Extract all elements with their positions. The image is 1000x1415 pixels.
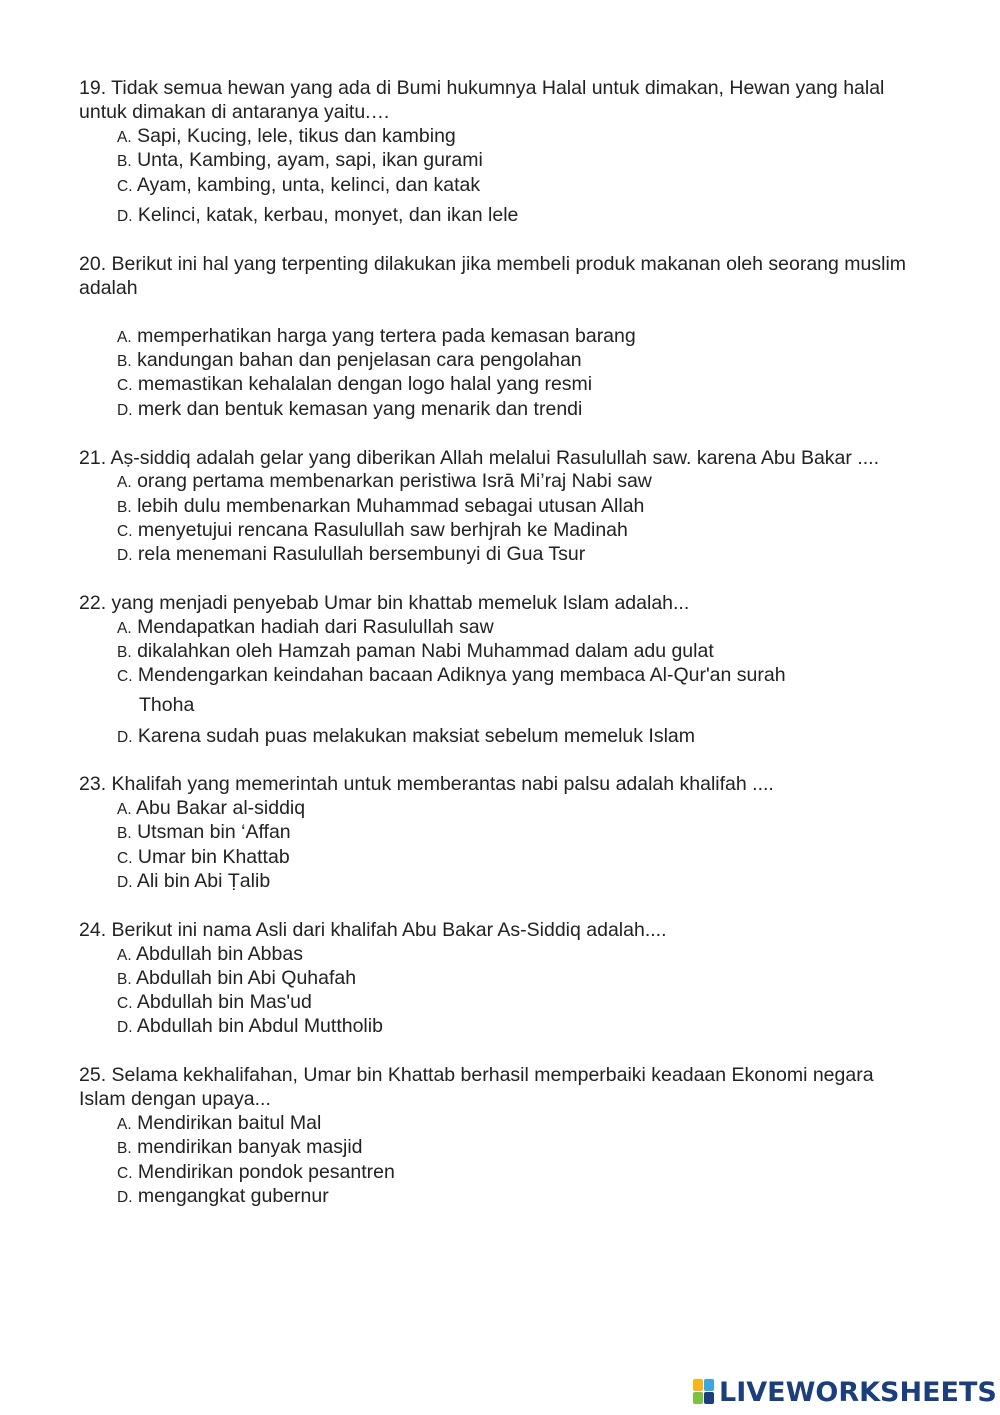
option-20-d[interactable] bbox=[117, 397, 877, 423]
option-23-b[interactable] bbox=[117, 820, 877, 846]
option-text: Abdullah bin Abbas bbox=[136, 943, 303, 965]
option-text: Mendirikan baitul Mal bbox=[137, 1112, 322, 1134]
option-22-c-continuation: Thoha bbox=[139, 694, 195, 716]
option-letter: D. bbox=[117, 1019, 133, 1036]
question-24: 24. Berikut ini nama Asli dari khalifah Abu Bakar As-Siddiq adalah.... bbox=[79, 919, 667, 941]
option-letter: C. bbox=[117, 850, 133, 867]
option-letter: A. bbox=[117, 474, 132, 491]
option-19-a[interactable] bbox=[117, 124, 877, 150]
option-letter: B. bbox=[117, 353, 132, 370]
option-text: lebih dulu membenarkan Muhammad sebagai utusan Allah bbox=[137, 495, 645, 517]
option-22-b[interactable] bbox=[117, 639, 877, 665]
option-21-b[interactable] bbox=[117, 494, 877, 520]
option-text: Abu Bakar al-siddiq bbox=[136, 797, 306, 819]
option-text: Sapi, Kucing, lele, tikus dan kambing bbox=[137, 125, 456, 147]
option-letter: D. bbox=[117, 208, 133, 225]
option-text: kandungan bahan dan penjelasan cara pengolahan bbox=[137, 349, 582, 371]
option-22-a[interactable] bbox=[117, 615, 877, 641]
option-letter: A. bbox=[117, 129, 132, 146]
option-24-b[interactable] bbox=[117, 966, 877, 992]
option-text: Utsman bin ‘Affan bbox=[137, 821, 291, 843]
option-text: Mendapatkan hadiah dari Rasulullah saw bbox=[137, 616, 494, 638]
option-letter: C. bbox=[117, 995, 133, 1012]
option-24-d[interactable] bbox=[117, 1014, 877, 1040]
option-24-a[interactable] bbox=[117, 942, 877, 968]
option-21-a[interactable] bbox=[117, 469, 877, 495]
option-letter: B. bbox=[117, 1140, 132, 1157]
option-21-d[interactable] bbox=[117, 542, 877, 568]
option-letter: C. bbox=[117, 377, 133, 394]
option-letter: A. bbox=[117, 947, 132, 964]
option-letter: B. bbox=[117, 153, 132, 170]
option-22-c[interactable] bbox=[117, 663, 877, 689]
option-letter: C. bbox=[117, 523, 133, 540]
question-21: 21. Aṣ-siddiq adalah gelar yang diberikan Allah melalui Rasulullah saw. karena Abu Bakar .... bbox=[79, 447, 879, 469]
option-letter: B. bbox=[117, 644, 132, 661]
option-19-b[interactable] bbox=[117, 148, 877, 174]
option-20-b[interactable] bbox=[117, 348, 877, 374]
option-letter: A. bbox=[117, 329, 132, 346]
option-20-c[interactable] bbox=[117, 372, 877, 398]
option-text: Ali bin Abi Ṭalib bbox=[136, 870, 271, 892]
option-19-c[interactable] bbox=[117, 173, 877, 199]
option-letter: A. bbox=[117, 620, 132, 637]
option-letter: A. bbox=[117, 801, 132, 818]
option-letter: C. bbox=[117, 1165, 133, 1182]
option-text: Abdullah bin Abi Quhafah bbox=[136, 967, 357, 989]
option-letter: D. bbox=[117, 874, 133, 891]
option-text: mengangkat gubernur bbox=[137, 1185, 329, 1207]
option-text: Kelinci, katak, kerbau, monyet, dan ikan lele bbox=[137, 204, 519, 226]
liveworksheets-logo-icon bbox=[693, 1379, 715, 1405]
option-22-d[interactable] bbox=[117, 724, 877, 750]
option-21-c[interactable] bbox=[117, 518, 877, 544]
option-letter: D. bbox=[117, 547, 133, 564]
option-25-c[interactable] bbox=[117, 1160, 877, 1186]
option-letter: D. bbox=[117, 402, 133, 419]
question-25: 25. Selama kekhalifahan, Umar bin Khattab berhasil memperbaiki keadaan Ekonomi negara Islam dengan upaya... bbox=[79, 1064, 874, 1110]
option-25-a[interactable] bbox=[117, 1111, 877, 1137]
option-23-a[interactable] bbox=[117, 796, 877, 822]
option-text: Mendirikan pondok pesantren bbox=[137, 1161, 395, 1183]
question-23: 23. Khalifah yang memerintah untuk memberantas nabi palsu adalah khalifah .... bbox=[79, 773, 774, 795]
option-25-b[interactable] bbox=[117, 1135, 877, 1161]
option-letter: B. bbox=[117, 971, 132, 988]
option-text: rela menemani Rasulullah bersembunyi di Gua Tsur bbox=[137, 543, 586, 565]
question-19: 19. Tidak semua hewan yang ada di Bumi hukumnya Halal untuk dimakan, Hewan yang halal untuk dimakan di antaranya yaitu.… bbox=[79, 77, 885, 123]
option-text: menyetujui rencana Rasulullah saw berhjrah ke Madinah bbox=[137, 519, 628, 541]
option-text: Mendengarkan keindahan bacaan Adiknya yang membaca Al-Qur'an surah bbox=[137, 664, 786, 686]
option-letter: C. bbox=[117, 178, 133, 195]
question-22: 22. yang menjadi penyebab Umar bin khattab memeluk Islam adalah... bbox=[79, 592, 690, 614]
option-text: memastikan kehalalan dengan logo halal yang resmi bbox=[137, 373, 593, 395]
option-23-d[interactable] bbox=[117, 869, 877, 895]
option-24-c[interactable] bbox=[117, 990, 877, 1016]
option-letter: B. bbox=[117, 825, 132, 842]
option-text: Karena sudah puas melakukan maksiat sebelum memeluk Islam bbox=[137, 725, 696, 747]
option-19-d[interactable] bbox=[117, 203, 877, 229]
option-text: Unta, Kambing, ayam, sapi, ikan gurami bbox=[137, 149, 483, 171]
liveworksheets-logo bbox=[693, 1376, 997, 1408]
option-text: mendirikan banyak masjid bbox=[137, 1136, 363, 1158]
option-23-c[interactable] bbox=[117, 845, 877, 871]
option-text: orang pertama membenarkan peristiwa Isrā Mi’raj Nabi saw bbox=[137, 470, 652, 492]
option-text: merk dan bentuk kemasan yang menarik dan trendi bbox=[137, 398, 583, 420]
option-20-a[interactable] bbox=[117, 324, 877, 350]
option-letter: D. bbox=[117, 729, 133, 746]
option-text: memperhatikan harga yang tertera pada kemasan barang bbox=[137, 325, 636, 347]
option-letter: C. bbox=[117, 668, 133, 685]
option-text: Abdullah bin Abdul Muttholib bbox=[136, 1015, 383, 1037]
option-letter: A. bbox=[117, 1116, 132, 1133]
option-letter: B. bbox=[117, 499, 132, 516]
option-text: Ayam, kambing, unta, kelinci, dan katak bbox=[136, 174, 481, 196]
question-20: 20. Berikut ini hal yang terpenting dilakukan jika membeli produk makanan oleh seorang muslim adalah bbox=[79, 253, 907, 299]
option-text: dikalahkan oleh Hamzah paman Nabi Muhammad dalam adu gulat bbox=[137, 640, 714, 662]
option-text: Umar bin Khattab bbox=[137, 846, 290, 868]
option-letter: D. bbox=[117, 1189, 133, 1206]
option-25-d[interactable] bbox=[117, 1184, 877, 1210]
logo-text: LIVEWORKSHEETS bbox=[719, 1376, 997, 1408]
option-text: Abdullah bin Mas'ud bbox=[136, 991, 312, 1013]
